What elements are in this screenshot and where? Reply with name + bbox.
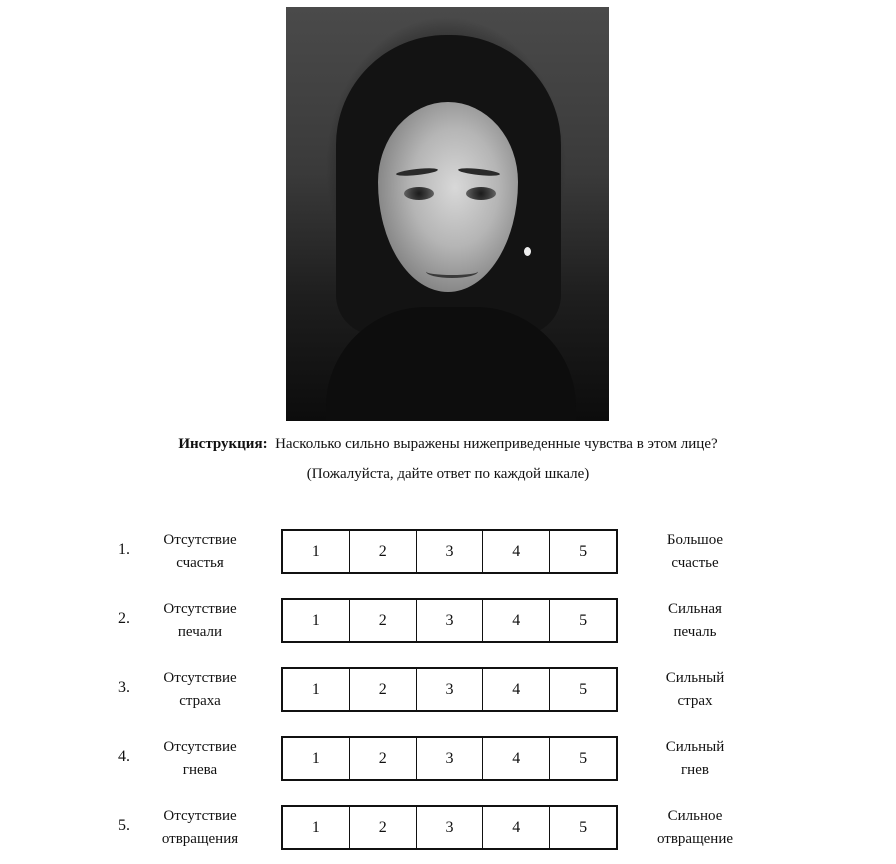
rating-option-5[interactable]: 5	[579, 542, 588, 560]
right-anchor-line2: гнев	[681, 762, 709, 778]
left-anchor-line2: гнева	[182, 762, 218, 778]
rating-option-3[interactable]: 3	[417, 600, 484, 641]
left-anchor-label	[150, 805, 250, 851]
rating-item-sadness	[0, 598, 896, 644]
right-anchor-line1: Сильный	[665, 739, 725, 755]
rating-scale	[281, 529, 618, 574]
rating-option-1[interactable]: 1	[283, 600, 350, 641]
right-anchor-line2: печаль	[673, 624, 717, 640]
right-anchor-label	[640, 736, 750, 782]
right-anchor-label	[640, 805, 750, 851]
rating-option-4[interactable]: 4	[483, 738, 550, 779]
rating-option-1[interactable]: 1	[283, 669, 350, 710]
left-anchor-line1: Отсутствие	[163, 601, 237, 617]
right-anchor-line1: Большое	[666, 532, 724, 548]
face-photo	[286, 7, 609, 421]
left-anchor-label	[150, 529, 250, 575]
rating-item-fear	[0, 667, 896, 713]
rating-scale	[281, 736, 618, 781]
rating-option-3[interactable]: 3	[417, 738, 484, 779]
left-anchor-line1: Отсутствие	[163, 808, 237, 824]
right-anchor-line1: Сильная	[668, 601, 722, 617]
rating-option-3[interactable]: 3	[417, 531, 484, 572]
rating-item-anger	[0, 736, 896, 782]
right-anchor-line2: страх	[677, 693, 713, 709]
left-anchor-line1: Отсутствие	[163, 739, 237, 755]
right-anchor-line1: Сильное	[667, 808, 723, 824]
right-anchor-label	[640, 529, 750, 575]
rating-scale	[281, 667, 618, 712]
rating-item-happiness	[0, 529, 896, 575]
left-anchor-line1: Отсутствие	[163, 532, 237, 548]
item-number: 4.	[118, 748, 130, 765]
rating-option-3[interactable]: 3	[417, 669, 484, 710]
right-anchor-label	[640, 598, 750, 644]
rating-option-2[interactable]: 2	[350, 600, 417, 641]
rating-scale	[281, 805, 618, 850]
item-number: 1.	[118, 541, 130, 558]
left-anchor-line1: Отсутствие	[163, 670, 237, 686]
item-number: 2.	[118, 610, 130, 627]
rating-option-5[interactable]: 5	[579, 749, 588, 767]
rating-option-4[interactable]: 4	[483, 531, 550, 572]
rating-option-2[interactable]: 2	[350, 738, 417, 779]
rating-option-5[interactable]: 5	[579, 680, 588, 698]
right-anchor-line1: Сильный	[665, 670, 725, 686]
left-anchor-label	[150, 736, 250, 782]
right-anchor-line2: счастье	[671, 555, 719, 571]
left-anchor-line2: отвращения	[161, 831, 239, 847]
instruction-label: Инструкция:	[178, 436, 268, 452]
rating-option-4[interactable]: 4	[483, 807, 550, 848]
rating-option-1[interactable]: 1	[283, 738, 350, 779]
rating-option-3[interactable]: 3	[417, 807, 484, 848]
photo-eye-left	[404, 187, 434, 200]
rating-item-disgust	[0, 805, 896, 851]
right-anchor-line2: отвращение	[656, 831, 734, 847]
rating-scale	[281, 598, 618, 643]
rating-option-5[interactable]: 5	[579, 611, 588, 629]
instruction-line	[0, 436, 896, 453]
item-number: 3.	[118, 679, 130, 696]
instruction-note: (Пожалуйста, дайте ответ по каждой шкале)	[306, 466, 590, 482]
rating-option-2[interactable]: 2	[350, 531, 417, 572]
instruction-question: Насколько сильно выражены нижеприведенные чувства в этом лице?	[275, 436, 718, 452]
rating-option-4[interactable]: 4	[483, 669, 550, 710]
left-anchor-label	[150, 667, 250, 713]
left-anchor-line2: страха	[179, 693, 221, 709]
item-number: 5.	[118, 817, 130, 834]
left-anchor-label	[150, 598, 250, 644]
right-anchor-label	[640, 667, 750, 713]
rating-option-2[interactable]: 2	[350, 669, 417, 710]
rating-option-5[interactable]: 5	[579, 818, 588, 836]
rating-option-1[interactable]: 1	[283, 807, 350, 848]
rating-option-4[interactable]: 4	[483, 600, 550, 641]
photo-mouth	[426, 265, 478, 278]
photo-eye-right	[466, 187, 496, 200]
rating-option-2[interactable]: 2	[350, 807, 417, 848]
left-anchor-line2: счастья	[176, 555, 224, 571]
left-anchor-line2: печали	[177, 624, 223, 640]
rating-option-1[interactable]: 1	[283, 531, 350, 572]
photo-earring	[524, 247, 531, 256]
